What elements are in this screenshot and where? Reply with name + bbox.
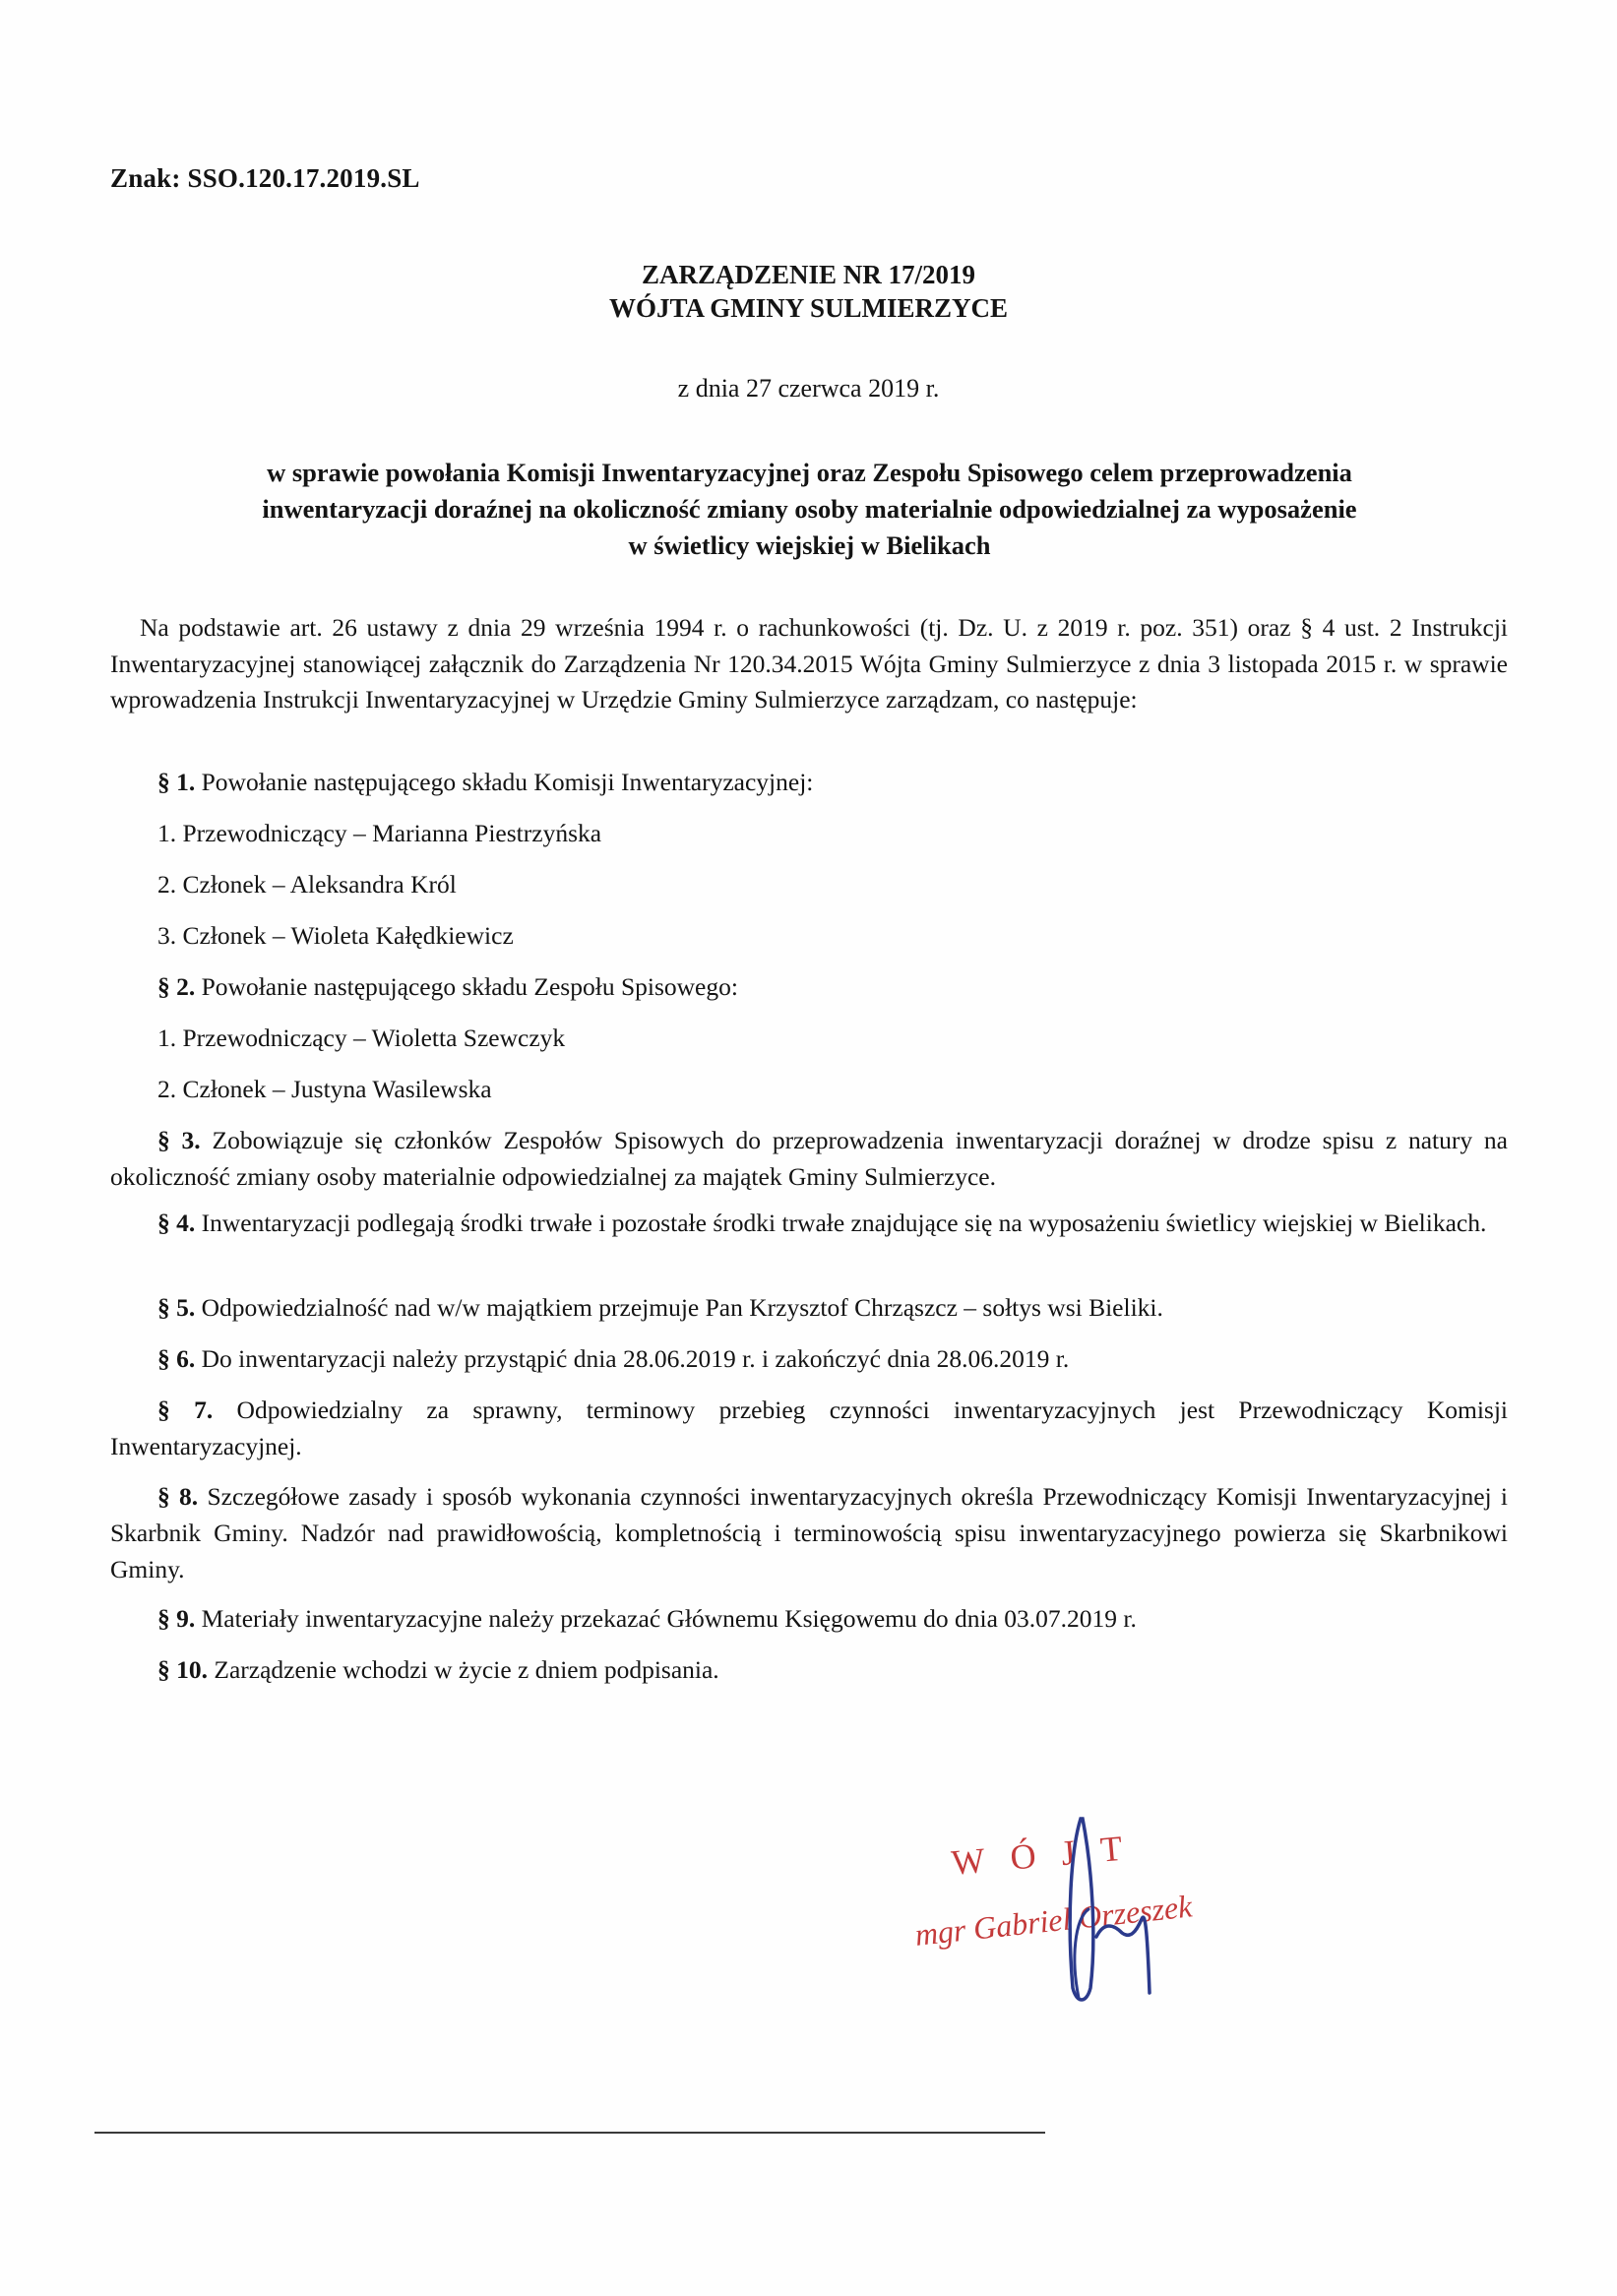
document-reference: Znak: SSO.120.17.2019.SL <box>110 163 420 193</box>
section-7 <box>110 1392 1508 1464</box>
section-text: Do inwentaryzacji należy przystąpić dnia 28.06.2019 r. i zakończyć dnia 28.06.2019 r. <box>195 1344 1070 1373</box>
section-number: § 2. <box>157 972 196 1001</box>
section-text: Szczegółowe zasady i sposób wykonania czynności inwentaryzacyjnych określa Przewodniczący Komisji Inwentaryzacyjnej i Skarbnik Gminy. Nadzór nad prawidłowością, kompletnością i terminowością spisu inwentaryzacyjnego powierza się Skarbnikowi Gminy. <box>110 1482 1508 1583</box>
section-1 <box>157 764 813 800</box>
section-8 <box>110 1478 1508 1587</box>
document-title: ZARZĄDZENIE NR 17/2019 <box>641 260 976 289</box>
footer-divider <box>94 2132 1045 2134</box>
section-number: § 10. <box>157 1655 208 1684</box>
section-5 <box>110 1289 1508 1326</box>
section-number: § 1. <box>157 768 196 796</box>
section-text: Materiały inwentaryzacyjne należy przekazać Głównemu Księgowemu do dnia 03.07.2019 r. <box>195 1604 1137 1633</box>
section-9 <box>110 1600 1508 1637</box>
signature-icon <box>1053 1811 1211 2008</box>
commission-member: 2. Członek – Aleksandra Król <box>157 870 457 899</box>
commission-member: 3. Członek – Wioleta Kałędkiewicz <box>157 921 514 950</box>
section-number: § 7. <box>157 1396 214 1424</box>
commission-member: 1. Przewodniczący – Marianna Piestrzyńska <box>157 819 602 847</box>
subject-line: inwentaryzacji doraźnej na okoliczność zmiany osoby materialnie odpowiedzialnej za wyposażenie <box>262 494 1357 524</box>
team-member: 1. Przewodniczący – Wioletta Szewczyk <box>157 1024 566 1052</box>
section-4 <box>110 1205 1508 1241</box>
document-date: z dnia 27 czerwca 2019 r. <box>677 374 940 403</box>
section-number: § 3. <box>157 1126 201 1154</box>
section-number: § 8. <box>157 1482 199 1511</box>
section-10 <box>110 1651 1508 1688</box>
subject-line: w świetlicy wiejskiej w Bielikach <box>628 530 991 560</box>
stamp-title: WÓJT <box>950 1826 1150 1883</box>
section-text: Zobowiązuje się członków Zespołów Spisowych do przeprowadzenia inwentaryzacji doraźnej w drodze spisu z natury na okoliczność zmiany osoby materialnie odpowiedzialnej za majątek Gminy Sulmierzyce. <box>110 1126 1509 1191</box>
section-text: Odpowiedzialny za sprawny, terminowy przebieg czynności inwentaryzacyjnych jest Przewodniczący Komisji Inwentaryzacyjnej. <box>110 1396 1508 1460</box>
section-number: § 4. <box>157 1209 196 1237</box>
subject-line: w sprawie powołania Komisji Inwentaryzacyjnej oraz Zespołu Spisowego celem przeprowadzenia <box>267 458 1352 487</box>
section-text: Powołanie następującego składu Komisji Inwentaryzacyjnej: <box>195 768 814 796</box>
section-text: Powołanie następującego składu Zespołu Spisowego: <box>195 972 738 1001</box>
section-text: Odpowiedzialność nad w/w majątkiem przejmuje Pan Krzysztof Chrząszcz – sołtys wsi Bieliki. <box>195 1293 1163 1322</box>
preamble: Na podstawie art. 26 ustawy z dnia 29 września 1994 r. o rachunkowości (tj. Dz. U. z 2019 r. poz. 351) oraz § 4 ust. 2 Instrukcji Inwentaryzacyjnej stanowiącej załącznik do Zarządzenia Nr 120.34.2015 Wójta Gminy Sulmierzyce z dnia 3 listopada 2015 r. w sprawie wprowadzenia Instrukcji Inwentaryzacyjnej w Urzędzie Gminy Sulmierzyce zarządzam, co następuje: <box>110 613 1508 714</box>
section-number: § 6. <box>157 1344 196 1373</box>
section-2 <box>157 968 738 1005</box>
stamp-name: mgr Gabriel Orzeszek <box>913 1888 1194 1953</box>
section-number: § 5. <box>157 1293 196 1322</box>
section-text: Inwentaryzacji podlegają środki trwałe i pozostałe środki trwałe znajdujące się na wyposażeniu świetlicy wiejskiej w Bielikach. <box>195 1209 1487 1237</box>
document-subject <box>138 455 1481 564</box>
section-text: Zarządzenie wchodzi w życie z dniem podpisania. <box>208 1655 719 1684</box>
section-6 <box>110 1340 1508 1377</box>
issuing-authority: WÓJTA GMINY SULMIERZYCE <box>608 293 1009 323</box>
section-3 <box>110 1122 1508 1195</box>
team-member: 2. Członek – Justyna Wasilewska <box>157 1075 492 1103</box>
section-number: § 9. <box>157 1604 196 1633</box>
